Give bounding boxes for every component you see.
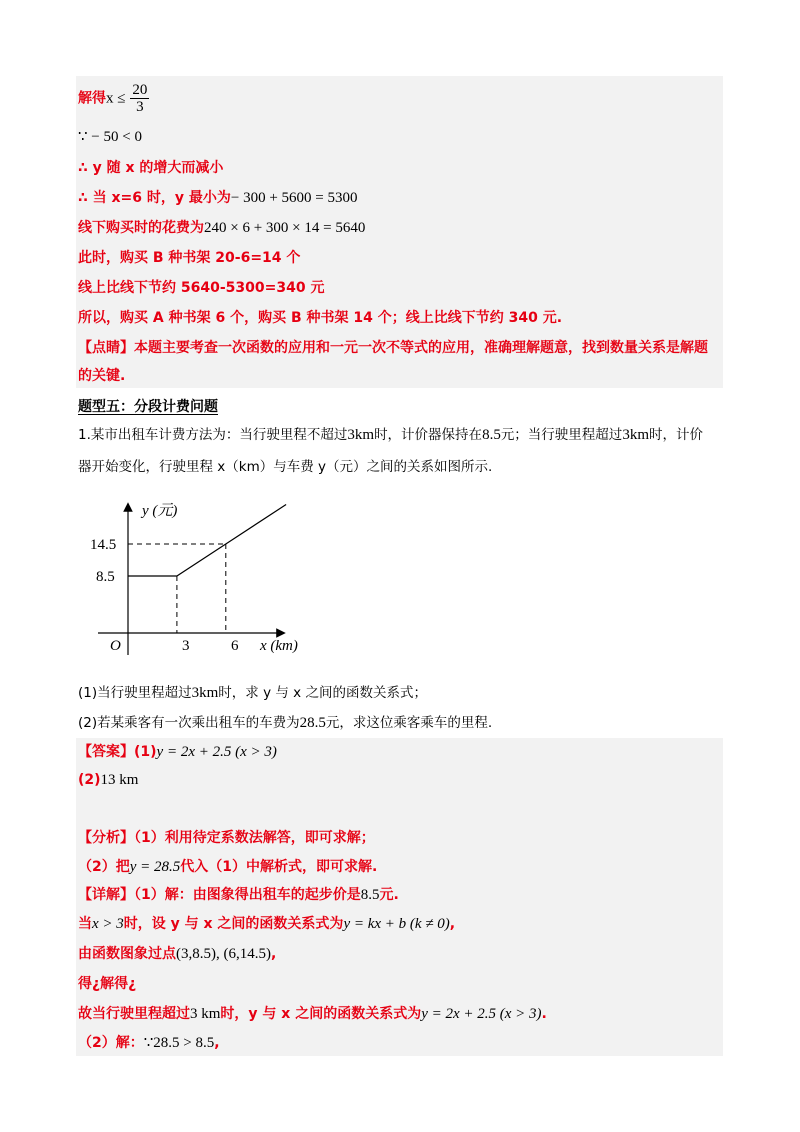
solution-line-1: 解得x ≤ $\frac{20}{3}$	[78, 82, 148, 115]
solution-line-6: 此时，购买 B 种书架 20-6=14 个	[78, 250, 301, 266]
part-2-line: (2)若某乘客有一次乘出租车的车费为28.5元，求这位乘客乘车的里程.	[78, 715, 493, 731]
analysis-line-2: （2）把y = 28.5代入（1）中解析式，即可求解.	[78, 859, 378, 875]
detail-line-4: 得¿解得¿	[78, 976, 137, 992]
answer-line-2: (2)13 km	[78, 772, 139, 788]
section-title: 题型五：分段计费问题	[78, 399, 218, 415]
solution-line-7: 线上比线下节约 5640-5300=340 元	[78, 280, 325, 296]
solution-line-5: 线下购买时的花费为240 × 6 + 300 × 14 = 5640	[78, 220, 366, 236]
solution-line-8: 所以，购买 A 种书架 6 个，购买 B 种书架 14 个；线上比线下节约 340 元.	[78, 310, 563, 326]
x-tick-6: 6	[231, 638, 239, 654]
fraction: $\frac{20}{3}$	[132, 82, 148, 115]
analysis-line-1: 【分析】（1）利用待定系数法解答，即可求解；	[78, 830, 375, 846]
solution-line-4: ∴ 当 x=6 时，y 最小为− 300 + 5600 = 5300	[78, 190, 358, 206]
solution-line-3: ∴ y 随 x 的增大而减小	[78, 160, 224, 176]
detail-line-5: 故当行驶里程超过3 km时，y 与 x 之间的函数关系式为y = 2x + 2.5 (x > 3).	[78, 1006, 547, 1022]
origin-label: O	[110, 638, 121, 654]
detail-line-3: 由函数图象过点(3,8.5), (6,14.5),	[78, 946, 277, 962]
detail-line-2: 当x > 3时，设 y 与 x 之间的函数关系式为y = kx + b (k ≠ 0),	[78, 916, 456, 932]
y-tick-8-5: 8.5	[96, 569, 115, 585]
x-tick-3: 3	[182, 638, 190, 654]
detail-line-6: （2）解：∵28.5 > 8.5,	[78, 1035, 220, 1051]
part-1-line: (1)当行驶里程超过3km时，求 y 与 x 之间的函数关系式；	[78, 685, 427, 701]
detail-line-1: 【详解】（1）解：由图象得出租车的起步价是8.5元.	[78, 887, 399, 903]
question-line-2: 器开始变化，行驶里程 x（km）与车费 y（元）之间的关系如图所示.	[78, 459, 493, 475]
y-axis-label: y (元)	[142, 503, 178, 519]
y-tick-14-5: 14.5	[90, 537, 117, 553]
fare-graph	[76, 495, 326, 665]
answer-line-1: 【答案】(1)y = 2x + 2.5 (x > 3)	[78, 744, 277, 760]
comment-line-2: 的关键.	[78, 368, 126, 384]
x-axis-label: x (km)	[260, 638, 298, 654]
comment-line-1: 【点睛】本题主要考查一次函数的应用和一元一次不等式的应用，准确理解题意，找到数量关系是解题	[78, 340, 708, 356]
question-line-1: 1.某市出租车计费方法为：当行驶里程不超过3km时，计价器保持在8.5元；当行驶里程超过3km时，计价	[78, 427, 703, 443]
solution-line-2: ∵ − 50 < 0	[78, 129, 142, 145]
